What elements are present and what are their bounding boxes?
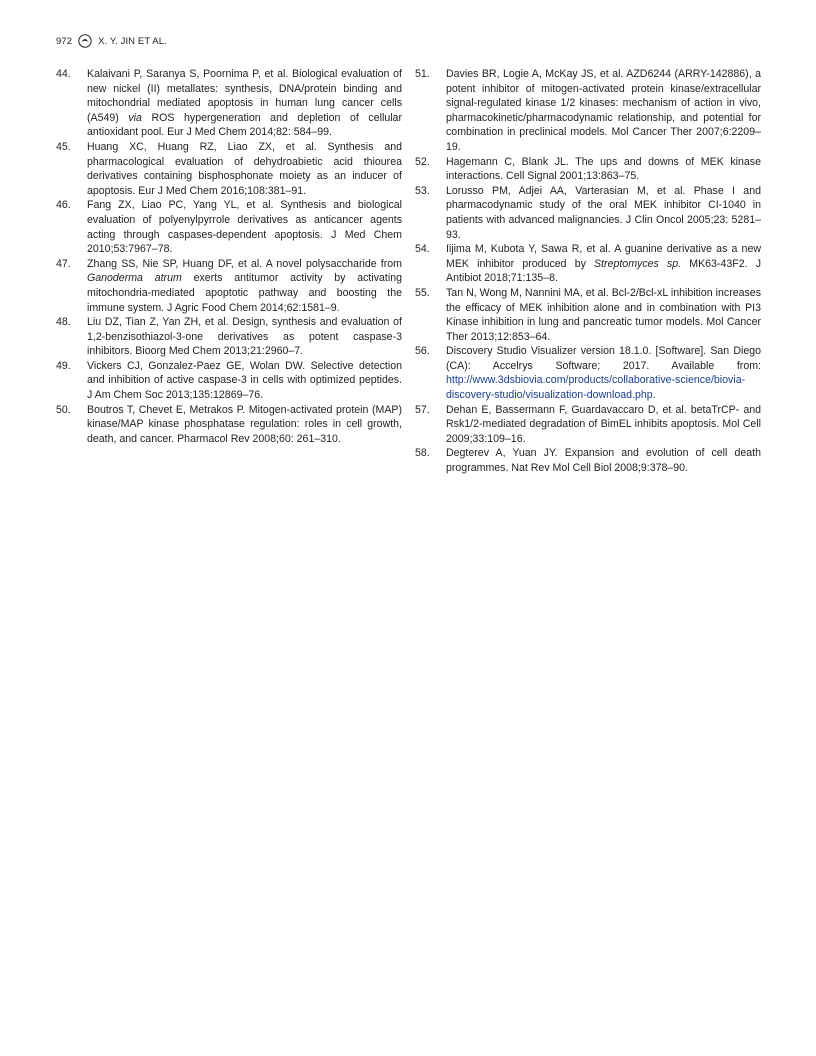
- reference-item: [415, 67, 761, 155]
- reference-text: [446, 403, 761, 447]
- reference-text-part: Dehan E, Bassermann F, Guardavaccaro D, et al. betaTrCP- and Rsk1/2-mediated degradation of BimEL inhibits apoptosis. Mol Cell 2009;33:109–16.: [446, 403, 761, 445]
- reference-text-part: Fang ZX, Liao PC, Yang YL, et al. Synthesis and biological evaluation of polyenylpyrrole derivatives as anticancer agents acting through caspases-dependent apoptosis. J Med Chem 2010;53:7967–78.: [87, 199, 402, 256]
- reference-number: 51.: [415, 68, 430, 80]
- reference-text-part: Lorusso PM, Adjei AA, Varterasian M, et al. Phase I and pharmacodynamic study of the oral MEK inhibitor CI-1040 in patients with advanced malignancies. J Clin Oncol 2005;23: 5281–93.: [446, 184, 761, 241]
- reference-item: [56, 198, 402, 256]
- reference-number: 57.: [415, 403, 430, 416]
- reference-text: [446, 184, 761, 242]
- reference-number: 44.: [56, 68, 71, 80]
- reference-text-part: Discovery Studio Visualizer version 18.1.0. [Software]. San Diego (CA): Accelrys Software; 2017. Available from:: [446, 345, 761, 372]
- reference-text: [87, 403, 402, 447]
- reference-item: [56, 403, 402, 447]
- reference-text-part: Iijima M, Kubota Y, Sawa R, et al. A guanine derivative as a new MEK inhibitor produced by: [446, 243, 761, 270]
- reference-item: [415, 286, 761, 344]
- reference-list-left-column: [56, 67, 402, 446]
- reference-number: 53.: [415, 184, 430, 197]
- page-number: 972: [56, 35, 73, 47]
- reference-number: 48.: [56, 316, 71, 329]
- reference-item: [56, 257, 402, 315]
- reference-text: [87, 315, 402, 359]
- reference-text-part: Boutros T, Chevet E, Metrakos P. Mitogen-activated protein (MAP) kinase/MAP kinase phosphatase regulation: roles in cell growth, death, and cancer. Pharmacol Rev 2008;60: 261–310.: [87, 403, 402, 445]
- reference-text: [446, 286, 761, 344]
- reference-text-part: MK63-43F2. J Antibiot 2018;71:135–8.: [446, 257, 762, 285]
- reference-text-part: Huang XC, Huang RZ, Liao ZX, et al. Synthesis and pharmacological evaluation of dehydroabietic acid thiourea derivatives containing bisphosphonate moiety as an inducer of apoptosis. Eur J Med Chem 2016;108:381–91.: [87, 140, 402, 197]
- reference-item: [415, 242, 761, 286]
- reference-text-part: Tan N, Wong M, Nannini MA, et al. Bcl-2/Bcl-xL inhibition increases the efficacy of MEK inhibition alone and in combination with PI3 Kinase inhibition in lung and pancreatic tumor models. Mol Cancer Ther 2013;12:853–64.: [446, 286, 761, 343]
- reference-number: 54.: [415, 243, 430, 256]
- reference-number: 50.: [56, 403, 71, 416]
- reference-number: 52.: [415, 155, 430, 168]
- reference-text: [87, 359, 402, 403]
- reference-item: [56, 359, 402, 403]
- reference-item: [415, 344, 761, 402]
- running-header: [56, 33, 167, 49]
- reference-text: [446, 344, 761, 402]
- reference-item: [56, 140, 402, 198]
- reference-text-part: .: [652, 389, 656, 402]
- reference-item: [415, 403, 761, 447]
- italic-term: Ganoderma atrum: [87, 272, 182, 285]
- reference-text-part: Kalaivani P, Saranya S, Poornima P, et al. Biological evaluation of new nickel (II) metallates: synthesis, DNA/protein binding and mitochondrial mediated apoptosis in human lung cancer cells (A549): [87, 68, 402, 124]
- italic-term: via: [128, 111, 142, 124]
- reference-number: 45.: [56, 140, 71, 153]
- reference-text-part: Degterev A, Yuan JY. Expansion and evolution of cell death programmes. Nat Rev Mol Cell Biol 2008;9:378–90.: [446, 447, 761, 475]
- reference-number: 56.: [415, 345, 430, 358]
- reference-url-link[interactable]: http://www.3dsbiovia.com/products/collaborative-science/biovia-discovery-studio/visualization-download.php: [446, 374, 746, 402]
- reference-item: [415, 184, 761, 242]
- reference-item: [415, 155, 761, 184]
- reference-text: [446, 67, 761, 155]
- italic-term: Streptomyces sp.: [594, 257, 682, 270]
- reference-text-part: Hagemann C, Blank JL. The ups and downs of MEK kinase interactions. Cell Signal 2001;13:863–75.: [446, 155, 761, 183]
- reference-text-part: Davies BR, Logie A, McKay JS, et al. AZD6244 (ARRY-142886), a potent inhibitor of mitogen-activated protein kinase/extracellular signal-regulated kinase 1/2 kinases: mechanism of action in vivo, pharmacokinetic/pharmacodynamic relationship, and potential for combination in preclinical models. Mol Cancer Ther 2007;6:2209–19.: [446, 68, 761, 153]
- reference-text-part: Liu DZ, Tian Z, Yan ZH, et al. Design, synthesis and evaluation of 1,2-benzisothiazol-3-one derivatives as potent caspase-3 inhibitors. Bioorg Med Chem 2013;21:2960–7.: [87, 316, 402, 358]
- reference-list-right-column: [415, 67, 761, 476]
- reference-number: 55.: [415, 286, 430, 299]
- reference-number: 46.: [56, 199, 71, 212]
- reference-item: [415, 446, 761, 475]
- reference-text: [446, 242, 761, 286]
- reference-text: [87, 67, 402, 140]
- reference-number: 47.: [56, 257, 71, 270]
- journal-logo-icon: [78, 34, 92, 48]
- reference-text: [446, 446, 761, 475]
- reference-text-part: ROS hypergeneration and depletion of cellular antioxidant pool. Eur J Med Chem 2014;82: 584–99.: [87, 111, 402, 139]
- reference-text: [87, 198, 402, 256]
- reference-text-part: exerts antitumor activity by activating mitochondria-mediated apoptotic pathway and boosting the immune system. J Agric Food Chem 2014;62:1581–9.: [87, 272, 402, 314]
- reference-item: [56, 315, 402, 359]
- reference-text: [446, 155, 761, 184]
- reference-text-part: Vickers CJ, Gonzalez-Paez GE, Wolan DW. Selective detection and inhibition of active caspase-3 in cells with optimized peptides. J Am Chem Soc 2013;135:12869–76.: [87, 359, 402, 402]
- running-header-authors: X. Y. JIN ET AL.: [98, 35, 167, 47]
- reference-text: [87, 257, 402, 315]
- reference-text: [87, 140, 402, 198]
- reference-number: 49.: [56, 359, 71, 372]
- reference-number: 58.: [415, 447, 430, 460]
- reference-text-part: Zhang SS, Nie SP, Huang DF, et al. A novel polysaccharide from: [87, 257, 402, 270]
- reference-item: [56, 67, 402, 140]
